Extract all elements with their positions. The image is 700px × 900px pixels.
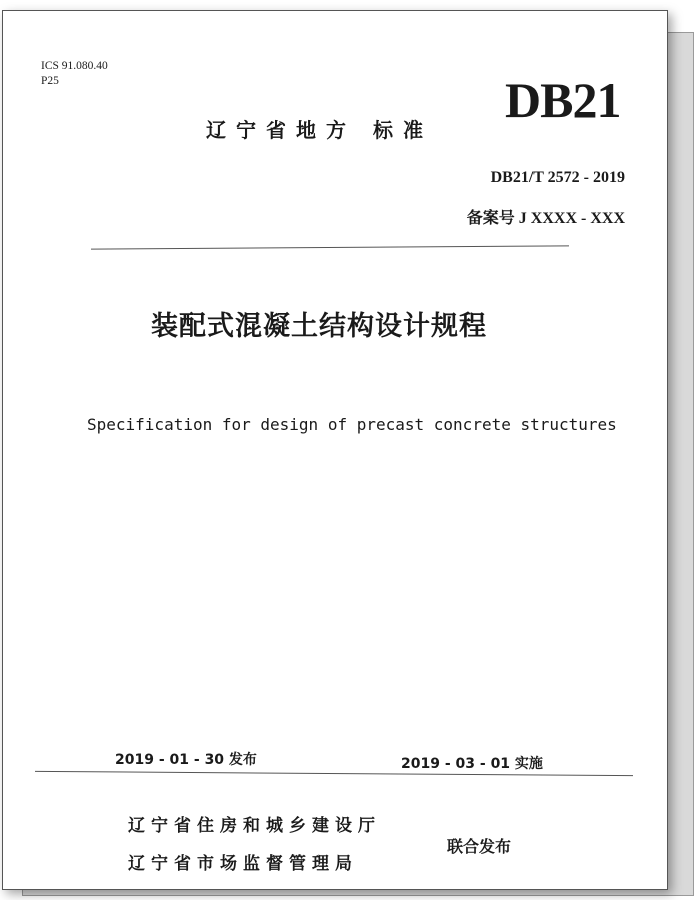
- title-english: Specification for design of precast concrete structures: [87, 415, 617, 434]
- joint-release-label: 联合发布: [447, 837, 512, 856]
- category-code: P25: [41, 75, 59, 87]
- ics-code: ICS 91.080.40: [41, 60, 108, 72]
- title-chinese: 装配式混凝土结构设计规程: [151, 311, 487, 342]
- publisher-market-regulation-bureau: 辽宁省市场监督管理局: [128, 854, 358, 874]
- implementation-date: 2019 - 03 - 01 实施: [401, 756, 543, 772]
- issue-date: 2019 - 01 - 30 发布: [115, 752, 257, 768]
- top-divider: [91, 245, 569, 249]
- standard-logo: DB21: [505, 72, 621, 128]
- publisher-housing-department: 辽宁省住房和城乡建设厅: [128, 816, 381, 836]
- document-cover-page: [2, 10, 668, 890]
- record-number: 备案号 J XXXX - XXX: [466, 210, 625, 227]
- standard-number: DB21/T 2572 - 2019: [490, 169, 625, 186]
- bottom-divider: [35, 771, 633, 776]
- standard-type-heading: 辽宁省地方 标准: [206, 118, 433, 142]
